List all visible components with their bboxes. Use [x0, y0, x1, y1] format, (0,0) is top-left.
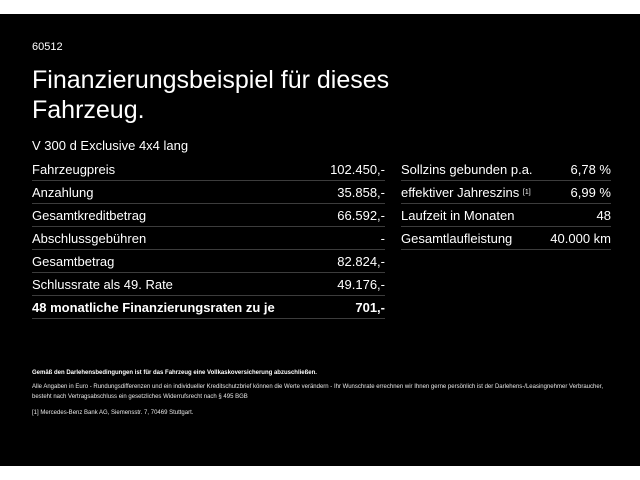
footnote-text: Mercedes-Benz Bank AG, Siemensstr. 7, 70469 Stuttgart.	[40, 410, 194, 416]
row-label: Abschlussgebühren	[32, 227, 294, 250]
row-label: Sollzins gebunden p.a.	[401, 158, 536, 181]
table-row	[32, 204, 385, 227]
table-row	[32, 158, 385, 181]
page-title: Finanzierungsbeispiel für dieses Fahrzeug.	[32, 66, 390, 124]
row-value: 6,78 %	[536, 158, 611, 181]
row-value: 102.450,-	[294, 158, 385, 181]
row-label: Fahrzeugpreis	[32, 158, 294, 181]
footnote-marker: [1]	[32, 410, 39, 416]
row-label: Gesamtkreditbetrag	[32, 204, 294, 227]
table-row	[32, 227, 385, 250]
row-value: 82.824,-	[294, 250, 385, 273]
table-row	[32, 273, 385, 296]
row-value: 35.858,-	[294, 181, 385, 204]
row-value: 6,99 %	[536, 181, 611, 204]
footnote-ref: [1]	[522, 188, 531, 196]
row-label-cell	[401, 181, 536, 204]
table-row	[401, 204, 611, 227]
row-value: 66.592,-	[294, 204, 385, 227]
row-value: 701,-	[294, 296, 385, 319]
table-row	[32, 181, 385, 204]
table-row	[32, 250, 385, 273]
finance-panel	[0, 14, 640, 466]
disclaimer-text: Alle Angaben in Euro - Rundungsdifferenzen und ein individueller Kreditschutzbrief können die Werte verändern - Ihr Wunschrate errechnen wir Ihnen gerne persönlich ist der Darlehens-/Leasingnehmer Verbraucher, besteht nach Vertragsabschluss ein gesetzliches Widerrufsrecht nach § 495 BGB	[32, 384, 604, 400]
row-value: 48	[536, 204, 611, 227]
insurance-note: Gemäß den Darlehensbedingungen ist für das Fahrzeug eine Vollkaskoversicherung abzuschließen.	[32, 370, 317, 376]
row-value: 40.000 km	[536, 227, 611, 250]
financing-table	[32, 158, 385, 319]
row-label: Gesamtbetrag	[32, 250, 294, 273]
row-label: Laufzeit in Monaten	[401, 204, 536, 227]
vehicle-model: V 300 d Exclusive 4x4 lang	[32, 138, 189, 153]
interest-table	[401, 158, 611, 250]
row-label: Anzahlung	[32, 181, 294, 204]
footnote	[32, 408, 193, 418]
row-label: 48 monatliche Finanzierungsraten zu je	[32, 296, 294, 319]
offer-code: 60512	[32, 41, 63, 53]
row-value: 49.176,-	[294, 273, 385, 296]
row-value: -	[294, 227, 385, 250]
row-label: effektiver Jahreszins	[401, 184, 520, 200]
table-row	[401, 158, 611, 181]
table-row	[401, 181, 611, 204]
row-label: Schlussrate als 49. Rate	[32, 273, 294, 296]
monthly-rate-row	[32, 296, 385, 319]
table-row	[401, 227, 611, 250]
row-label: Gesamtlaufleistung	[401, 227, 536, 250]
